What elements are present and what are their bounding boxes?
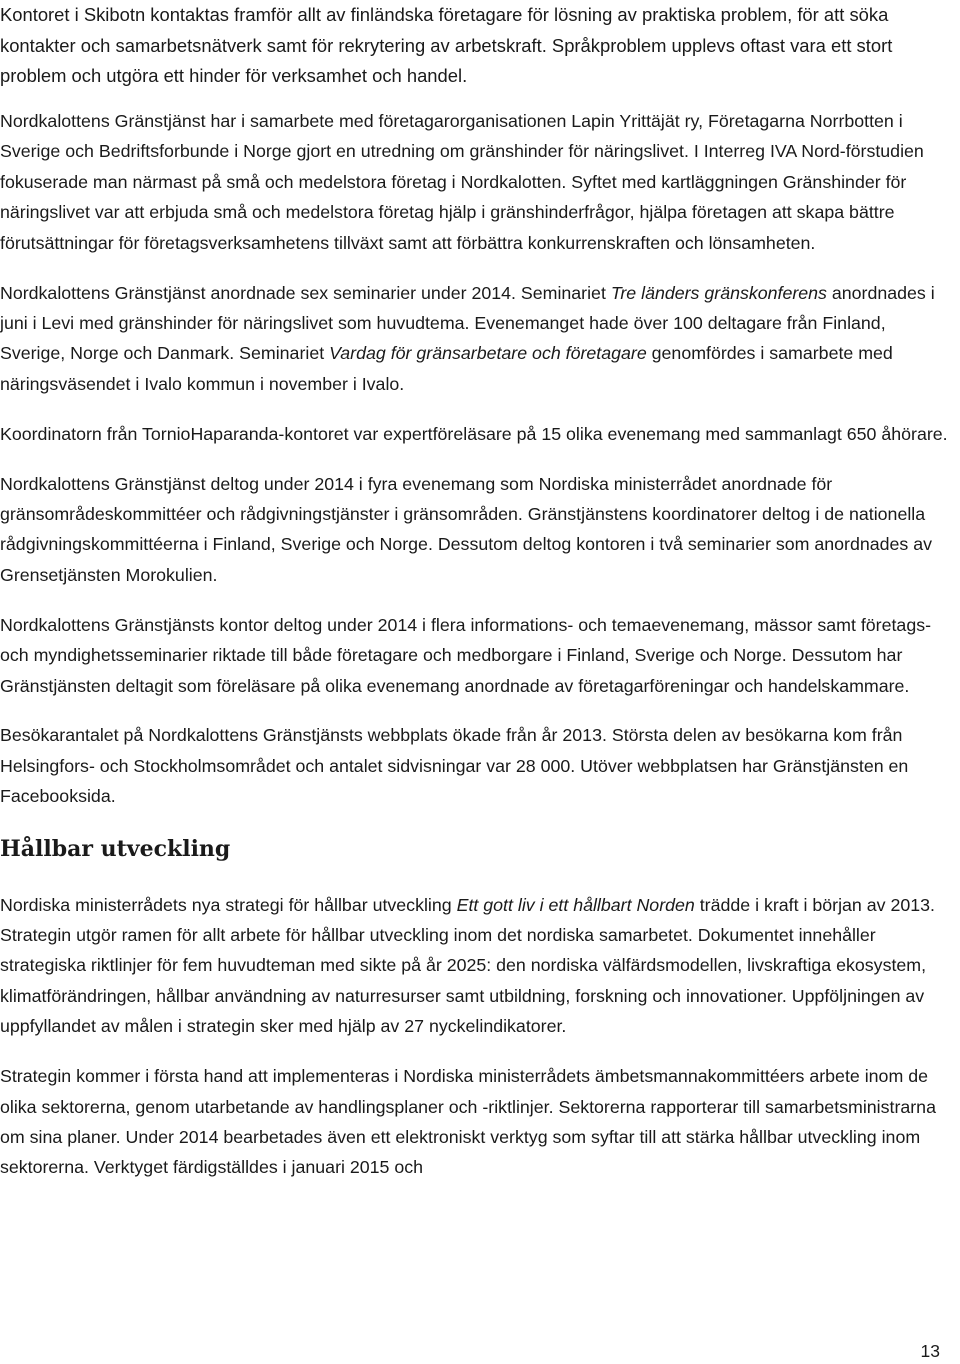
paragraph-coordinator: Koordinatorn från TornioHaparanda-kontoret var expertföreläsare på 15 olika evenemang med sammanlagt 650 åhörare. bbox=[0, 423, 948, 444]
text-run: genomfördes i samarbete med näringsväsendet i Ivalo kommun i november i Ivalo. bbox=[0, 343, 893, 394]
seminar-title-italic: Tre länders gränskonferens bbox=[610, 282, 827, 303]
paragraph-website-visitors: Besökarantalet på Nordkalottens Gränstjänsts webbplats ökade från år 2013. Största delen av besökarna kom från Helsingfors- och Stockholmsområdet och antalet sidvisningar var 28 000. Utöver webbplatsen har Gränstjänsten en Facebooksida. bbox=[0, 725, 909, 807]
intro-paragraph: Kontoret i Skibotn kontaktas framför allt av finländska företagare för lösning av praktiska problem, för att söka kontakter och samarbetsnätverk samt för rekrytering av arbetskraft. Språkproblem upplevs oftast vara ett stort problem och utgöra ett hinder för verksamhet och handel. bbox=[0, 4, 893, 86]
strategy-title-italic: Ett gott liv i ett hållbart Norden bbox=[456, 894, 695, 915]
paragraph-border-barriers-study: Nordkalottens Gränstjänst har i samarbete med företagarorganisationen Lapin Yrittäjät ry, Företagarna Norrbotten i Sverige och Bedriftsforbunde i Norge gjort en utredning om gränshinder för näringslivet. I Interreg IVA Nord-förstudien fokuserade man närmast på små och medelstora företag i Nordkalotten. Syftet med kartläggningen Gränshinder för näringslivet var att erbjuda små och medelstora företag hjälp i gränshinderfrågor, hjälpa företagen att skapa bättre förutsättningar för företagsverksamhetens tillväxt samt att förbättra konkurrenskraften och lönsamheten. bbox=[0, 111, 924, 253]
text-run: anordnades i juni i Levi med gränshinder för näringslivet som huvudtema. Evenemanget hade över 100 deltagare från Finland, Sverige, Norge och Danmark. Seminariet bbox=[0, 282, 935, 364]
section-heading: Hållbar utveckling bbox=[0, 835, 231, 862]
text-run: Nordkalottens Gränstjänst anordnade sex seminarier under 2014. Seminariet bbox=[0, 282, 611, 303]
page-number: 13 bbox=[920, 1341, 940, 1361]
seminar-title-italic: Vardag för gränsarbetare och företagare bbox=[329, 343, 647, 364]
paragraph-seminars bbox=[0, 278, 955, 400]
paragraph-information-events: Nordkalottens Gränstjänsts kontor deltog under 2014 i flera informations- och temaevenemang, mässor samt företags- och myndighetsseminarier riktade till både företagare och medborgare i Finland, Sverige och Norge. Dessutom har Gränstjänsten deltagit som föreläsare på olika evenemang anordnade av företagarföreningar och handelskammare. bbox=[0, 614, 932, 696]
text-run: Nordiska ministerrådets nya strategi för hållbar utveckling bbox=[0, 894, 457, 915]
body-text bbox=[0, 106, 955, 1202]
text-run: trädde i kraft i början av 2013. Strategin utgör ramen för allt arbete för hållbar utveckling inom det nordiska samarbetet. Dokumentet innehåller strategiska riktlinjer för fem huvudteman med sikte på år 2025: den nordiska välfärdsmodellen, livskraftiga ekosystem, klimatförändringen, hållbar användning av naturresurser samt utbildning, forskning och innovationer. Uppföljningen av uppfyllandet av målen i strategin sker med hjälp av 27 nyckelindikatorer. bbox=[0, 894, 935, 1037]
paragraph-implementation: Strategin kommer i första hand att implementeras i Nordiska ministerrådets ämbetsmannakommittéers arbete inom de olika sektorerna, genom utarbetande av handlingsplaner och -riktlinjer. Sektorerna rapporterar till samarbetsministrarna om sina planer. Under 2014 bearbetades även ett elektroniskt verktyg som syftar till att stärka hållbar utveckling inom sektorerna. Verktyget färdigställdes i januari 2015 och bbox=[0, 1066, 936, 1178]
paragraph-strategy bbox=[0, 890, 955, 1042]
paragraph-nordic-council-events: Nordkalottens Gränstjänst deltog under 2014 i fyra evenemang som Nordiska ministerrådet anordnade för gränsområdeskommittéer och rådgivningstjänster i gränsområden. Gränstjänstens koordinatorer deltog i de nationella rådgivningskommittéerna i Finland, Sverige och Norge. Dessutom deltog kontoren i två seminarier som anordnades av Grensetjänsten Morokulien. bbox=[0, 473, 933, 585]
